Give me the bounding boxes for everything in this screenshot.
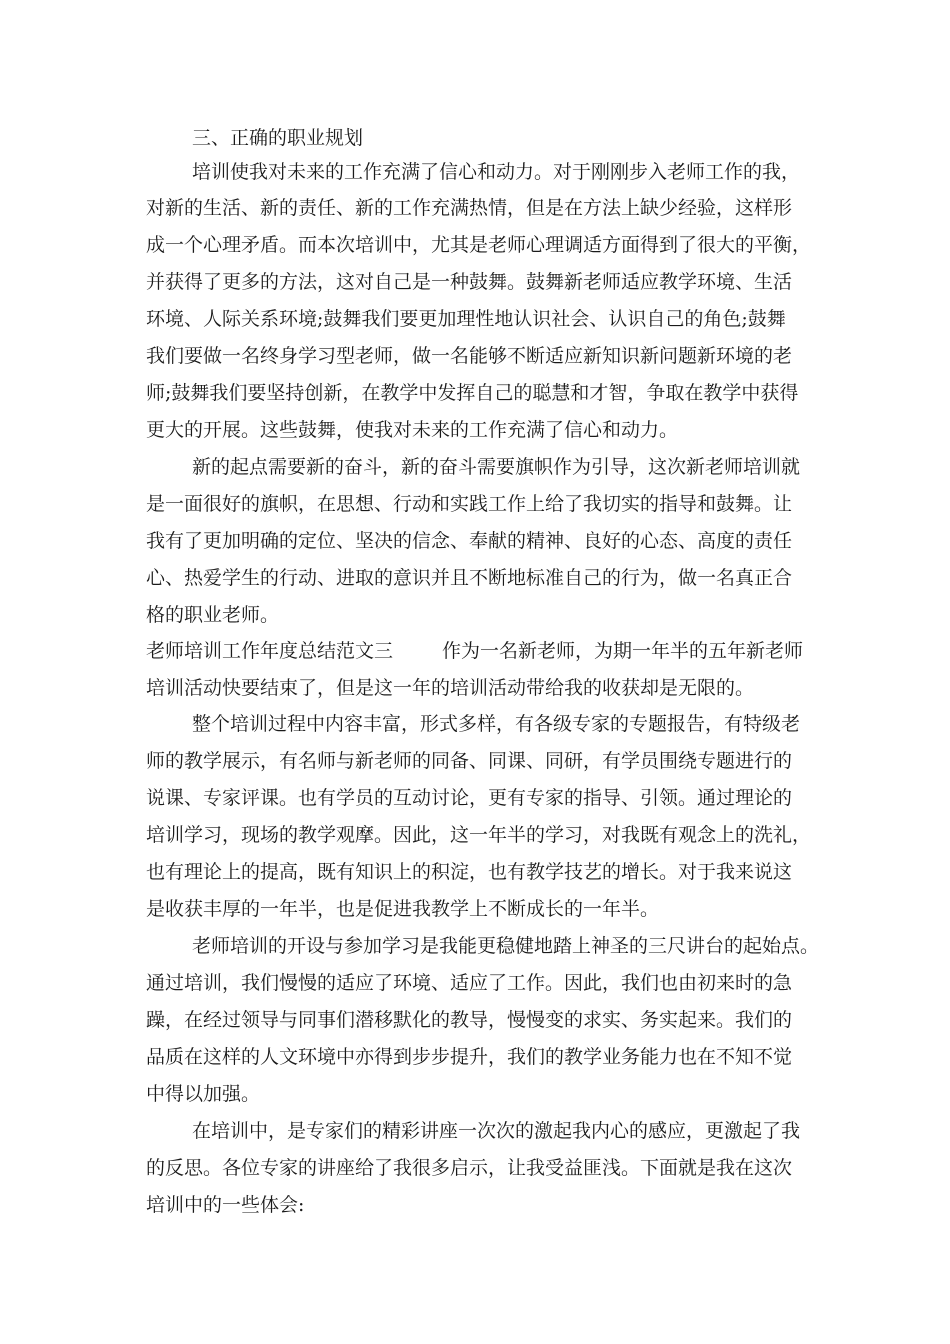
text-line: 通过培训，我们慢慢的适应了环境、适应了工作。因此，我们也由初来时的急	[146, 972, 793, 994]
text-line: 中得以加强。	[146, 1083, 261, 1105]
text-line: 并获得了更多的方法，这对自己是一种鼓舞。鼓舞新老师适应教学环境、生活	[146, 271, 793, 293]
text-line: 更大的开展。这些鼓舞，使我对未来的工作充满了信心和动力。	[146, 419, 679, 441]
text-line: 的反思。各位专家的讲座给了我很多启示，让我受益匪浅。下面就是我在这次	[146, 1157, 793, 1179]
text-line: 也有理论上的提高，既有知识上的积淀，也有教学技艺的增长。对于我来说这	[146, 861, 793, 883]
text-line: 新的起点需要新的奋斗，新的奋斗需要旗帜作为引导，这次新老师培训就	[192, 456, 801, 478]
text-line: 格的职业老师。	[146, 604, 280, 626]
text-line: 师的教学展示，有名师与新老师的同备、同课、同研，有学员围绕专题进行的	[146, 750, 793, 772]
text-line: 师;鼓舞我们要坚持创新，在教学中发挥自己的聪慧和才智，争取在教学中获得	[146, 382, 799, 404]
text-line: 老师培训的开设与参加学习是我能更稳健地踏上神圣的三尺讲台的起始点。	[192, 935, 820, 957]
text-line: 是收获丰厚的一年半，也是促进我教学上不断成长的一年半。	[146, 898, 660, 920]
text-line: 对新的生活、新的责任、新的工作充满热情，但是在方法上缺少经验，这样形	[146, 197, 793, 219]
text-line: 培训使我对未来的工作充满了信心和动力。对于刚刚步入老师工作的我，	[192, 161, 801, 183]
text-line: 培训中的一些体会:	[146, 1194, 305, 1216]
text-line: 我有了更加明确的定位、坚决的信念、奉献的精神、良好的心态、高度的责任	[146, 530, 793, 552]
text-line: 说课、专家评课。也有学员的互动讨论，更有专家的指导、引领。通过理论的	[146, 787, 793, 809]
text-line: 品质在这样的人文环境中亦得到步步提升，我们的教学业务能力也在不知不觉	[146, 1046, 793, 1068]
text-line: 环境、人际关系环境;鼓舞我们要更加理性地认识社会、认识自己的角色;鼓舞	[146, 308, 786, 330]
text-line: 培训活动快要结束了，但是这一年的培训活动带给我的收获却是无限的。	[146, 677, 755, 699]
text-line: 作为一名新老师，为期一年半的五年新老师	[442, 640, 804, 662]
text-line: 在培训中，是专家们的精彩讲座一次次的激起我内心的感应，更激起了我	[192, 1120, 801, 1142]
text-line: 躁，在经过领导与同事们潜移默化的教导，慢慢变的求实、务实起来。我们的	[146, 1009, 793, 1031]
text-line: 整个培训过程中内容丰富，形式多样，有各级专家的专题报告，有特级老	[192, 713, 801, 735]
text-line: 成一个心理矛盾。而本次培训中，尤其是老师心理调适方面得到了很大的平衡，	[146, 234, 812, 256]
text-line: 我们要做一名终身学习型老师，做一名能够不断适应新知识新问题新环境的老	[146, 345, 793, 367]
section-heading: 三、正确的职业规划	[192, 127, 364, 149]
text-line: 是一面很好的旗帜，在思想、行动和实践工作上给了我切实的指导和鼓舞。让	[146, 493, 793, 515]
text-line: 培训学习，现场的教学观摩。因此，这一年半的学习，对我既有观念上的洗礼，	[146, 824, 812, 846]
text-line: 心、热爱学生的行动、进取的意识并且不断地标准自己的行为，做一名真正合	[146, 567, 793, 589]
article-title: 老师培训工作年度总结范文三	[146, 640, 394, 662]
